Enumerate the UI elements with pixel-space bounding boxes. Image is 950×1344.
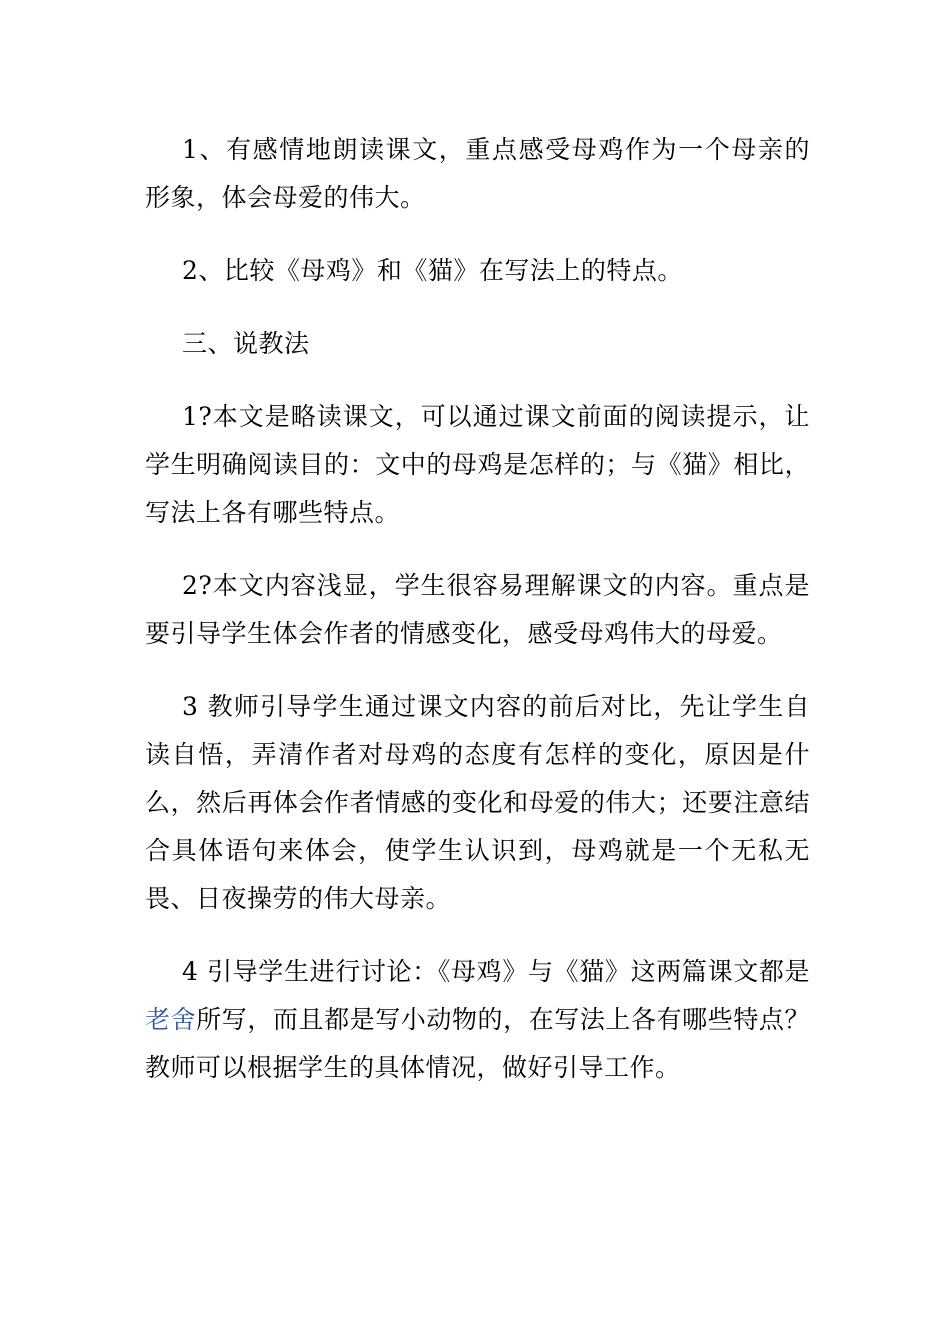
paragraph-method-3: 3 教师引导学生通过课文内容的前后对比，先让学生自读自悟，弄清作者对母鸡的态度有怎样的变化，原因是什么，然后再体会作者情感的变化和母爱的伟大；还要注意结合具体语句来体会，使学生认识到，母鸡就是一个无私无畏、日夜操劳的伟大母亲。 [145,692,810,913]
paragraph-method-4-text-after: 所写，而且都是写小动物的，在写法上各有哪些特点？教师可以根据学生的具体情况，做好引导工作。 [145,1005,810,1082]
paragraph-method-4-text-before: 4 引导学生进行讨论：《母鸡》与《猫》这两篇课文都是 [182,957,810,986]
section-heading-teaching-method: 三、说教法 [182,329,310,358]
paragraph-method-2: 2?本文内容浅显，学生很容易理解课文的内容。重点是要引导学生体会作者的情感变化，感受母鸡伟大的母爱。 [145,571,810,648]
document-body [145,126,810,1092]
paragraph-method-1: 1?本文是略读课文，可以通过课文前面的阅读提示，让学生明确阅读目的：文中的母鸡是怎样的；与《猫》相比，写法上各有哪些特点。 [145,402,810,527]
paragraph-objective-2: 2、比较《母鸡》和《猫》在写法上的特点。 [182,256,683,285]
paragraph-objective-1: 1、有感情地朗读课文，重点感受母鸡作为一个母亲的形象，体会母爱的伟大。 [145,135,810,212]
paragraph-method-4 [145,948,810,1092]
author-link-lao-she[interactable]: 老舍 [145,1005,197,1034]
